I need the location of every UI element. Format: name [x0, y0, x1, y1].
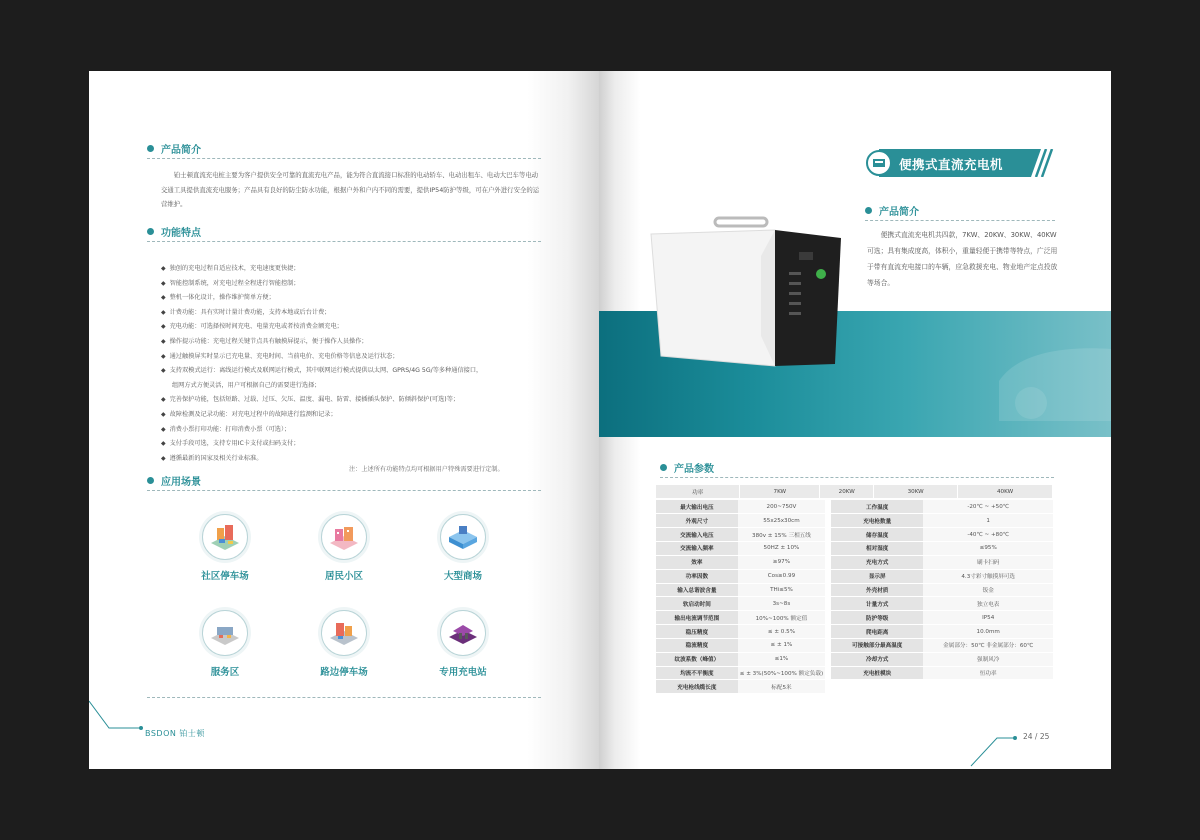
list-item: ◆ 智能控制系统，对充电过程全程进行智能控制；: [161, 279, 300, 287]
param-label: 软启动时间: [656, 597, 738, 611]
right-page: [599, 71, 1111, 769]
param-label: 外壳材质: [831, 583, 923, 597]
list-item: ◆ 支付手段可选，支持专用IC卡支付或扫码支付；: [161, 440, 300, 448]
param-value: 3s~8s: [738, 597, 825, 611]
param-label: 稳流精度: [656, 638, 738, 652]
feature-note: 注：上述所有功能特点均可根据用户特殊需要进行定制。: [349, 466, 504, 473]
table-row: [656, 597, 1053, 611]
param-label: 纹波系数（峰值）: [656, 652, 738, 666]
mall-icon: [440, 514, 486, 560]
divider: [865, 220, 1055, 221]
param-value: ≤95%: [923, 542, 1053, 556]
scene-mall: 大型商场: [418, 514, 508, 582]
param-label: 计量方式: [831, 597, 923, 611]
table-header-row: 功率 7KW 20KW 30KW 40KW: [656, 485, 1053, 499]
list-item: ◆ 故障检测及记录功能：对充电过程中的故障进行监测和记录；: [161, 410, 337, 418]
bullet-dot-icon: [660, 464, 667, 471]
param-value: ≥97%: [738, 555, 825, 569]
param-value: 10.0mm: [923, 625, 1053, 639]
divider: [660, 477, 1054, 478]
param-label: 可接触部分最高温度: [831, 638, 923, 652]
param-label: 充电枪线缆长度: [656, 680, 738, 694]
service-area-icon: [202, 610, 248, 656]
param-value: 刷卡扫码: [923, 555, 1053, 569]
divider: [147, 241, 541, 242]
param-value: 金属部分：50℃ 非金属部分：60℃: [923, 638, 1053, 652]
list-item: ◆ 整机一体化设计，操作维护简单方便；: [161, 294, 275, 302]
divider: [147, 158, 541, 159]
list-item: ◆ 支持双模式运行：离线运行模式及联网运行模式，其中联网运行模式提供以太网、GPRS/4G 5G/等多种通信接口，: [161, 367, 483, 375]
page-numbers: 24 / 25: [1023, 732, 1050, 741]
list-item: ◆ 操作提示功能：充电过程关键节点具有触摸屏提示，便于操作人员操作；: [161, 337, 368, 345]
param-value: THi≤5%: [738, 583, 825, 597]
param-label: 输出电流调节范围: [656, 611, 738, 625]
list-item: ◆ 独创的充电过程自适应技术，充电速度更快捷；: [161, 265, 300, 272]
brand-logo: BSDON 铂士顿: [145, 729, 205, 738]
scene-roadside-parking: 路边停车场: [299, 610, 389, 678]
table-row: [656, 638, 1053, 652]
list-item: ◆ 通过触摸屏实时显示已充电量、充电时间、当前电价、充电价格等信息及运行状态；: [161, 352, 399, 360]
bullet-dot-icon: [147, 228, 154, 235]
param-label: 充电方式: [831, 555, 923, 569]
table-row: [656, 514, 1053, 528]
table-gap: [923, 680, 1053, 694]
param-value: 200~750V: [738, 500, 825, 514]
right-intro-heading: 产品简介: [865, 203, 919, 218]
param-value: ≤ ± 0.5%: [738, 625, 825, 639]
param-value: ≤1%: [738, 652, 825, 666]
table-row: [656, 555, 1053, 569]
list-item: ◆ 遵循最新的国家及相关行业标准。: [161, 454, 263, 462]
param-value: -20℃ ~ +50℃: [923, 500, 1053, 514]
param-label: 最大输出电压: [656, 500, 738, 514]
bullet-dot-icon: [147, 477, 154, 484]
scene-charging-station: 专用充电站: [418, 610, 508, 678]
scene-service-area: 服务区: [180, 610, 270, 678]
param-label: 外观尺寸: [656, 514, 738, 528]
params-body-table: [656, 500, 1053, 694]
list-item: ◆ 充电功能：可选择按时间充电、电量充电或者按消费金额充电；: [161, 323, 343, 331]
param-label: 稳压精度: [656, 625, 738, 639]
list-item-continuation: 组网方式方便灵活，用户可根据自己的需要进行选择；: [172, 381, 321, 389]
parking-lot-icon: [202, 514, 248, 560]
roadside-parking-icon: [321, 610, 367, 656]
param-label: 均流不平衡度: [656, 666, 738, 680]
params-heading: 产品参数: [660, 460, 714, 475]
list-item: ◆ 完善保护功能，包括短路、过载、过压、欠压、温度、漏电、防雷、接插插头保护、防倾斜保护(可选)等；: [161, 396, 460, 404]
param-label: 交流输入频率: [656, 542, 738, 556]
param-value: IP54: [923, 611, 1053, 625]
divider: [147, 490, 541, 491]
params-table: [656, 485, 1053, 499]
table-row: [656, 500, 1053, 514]
param-value: 4.3寸彩寸触摸屏可选: [923, 569, 1053, 583]
product-image-charger: [645, 216, 869, 376]
param-value: ≤ ± 3%(50%~100% 额定负载): [738, 666, 825, 680]
param-value: 1: [923, 514, 1053, 528]
table-row: [656, 611, 1053, 625]
param-label: 交流输入电压: [656, 528, 738, 542]
table-row: [656, 625, 1053, 639]
param-label: 显示屏: [831, 569, 923, 583]
left-page: [89, 71, 599, 769]
bullet-dot-icon: [147, 145, 154, 152]
feature-list: [161, 262, 541, 466]
param-value: 独立电表: [923, 597, 1053, 611]
param-value: 50HZ ± 10%: [738, 542, 825, 556]
param-value: 强制风冷: [923, 652, 1053, 666]
param-value: 标配5米: [738, 680, 825, 694]
table-gap: [831, 680, 923, 694]
param-label: 充电枪数量: [831, 514, 923, 528]
param-value: 55x25x30cm: [738, 514, 825, 528]
param-label: 工作温度: [831, 500, 923, 514]
param-value: 10%~100% 额定值: [738, 611, 825, 625]
param-value: 钣金: [923, 583, 1053, 597]
table-row: [656, 528, 1053, 542]
param-value: ≤ ± 1%: [738, 638, 825, 652]
param-label: 储存温度: [831, 528, 923, 542]
list-item: ◆ 计费功能：具有实时计量计费功能，支持本地或后台计费；: [161, 308, 331, 316]
table-row: [656, 652, 1053, 666]
param-label: 输入总谐波含量: [656, 583, 738, 597]
param-label: 效率: [656, 555, 738, 569]
param-label: 防护等级: [831, 611, 923, 625]
table-row: [656, 569, 1053, 583]
param-label: 爬电距离: [831, 625, 923, 639]
param-label: 冷却方式: [831, 652, 923, 666]
intro-heading: 产品简介: [147, 141, 201, 156]
list-item: ◆ 消费小票打印功能：打印消费小票（可选）；: [161, 425, 291, 433]
scene-residential: 居民小区: [299, 514, 389, 582]
residential-icon: [321, 514, 367, 560]
table-row: [656, 680, 1053, 694]
param-value: 380v ± 15% 三相五线: [738, 528, 825, 542]
scene-parking-lot: 社区停车场: [180, 514, 270, 582]
charging-station-icon: [440, 610, 486, 656]
scenes-heading: 应用场景: [147, 473, 201, 488]
param-label: 相对湿度: [831, 542, 923, 556]
param-value: 恒功率: [923, 666, 1053, 680]
product-title: 便携式直流充电机: [899, 157, 1004, 172]
param-value: -40℃ ~ +80℃: [923, 528, 1053, 542]
bullet-dot-icon: [865, 207, 872, 214]
param-label: 充电桩模块: [831, 666, 923, 680]
param-label: 功率因数: [656, 569, 738, 583]
right-intro-body: 便携式直流充电机共四款，7KW、20KW、30KW、40KW可选；具有集成度高，体积小，重量轻便于携带等特点，广泛用于带有直流充电接口的车辆，应急救援充电、物业地产定点投放等场合。: [867, 231, 1058, 287]
table-row: [656, 542, 1053, 556]
features-heading: 功能特点: [147, 224, 201, 239]
intro-body: 铂士顿直流充电桩主要为客户提供安全可靠的直流充电产品，能为符合直流接口标准的电动轿车、电动出租车、电动大巴车等电动交通工具提供直流充电服务；产品具有良好的防尘防水功能，根据户外和户内不同的需要，提供IP54防护等级，可在户外进行安全的运营维护。: [161, 171, 540, 208]
param-value: Cos≥0.99: [738, 569, 825, 583]
table-row: [656, 666, 1053, 680]
table-row: [656, 583, 1053, 597]
